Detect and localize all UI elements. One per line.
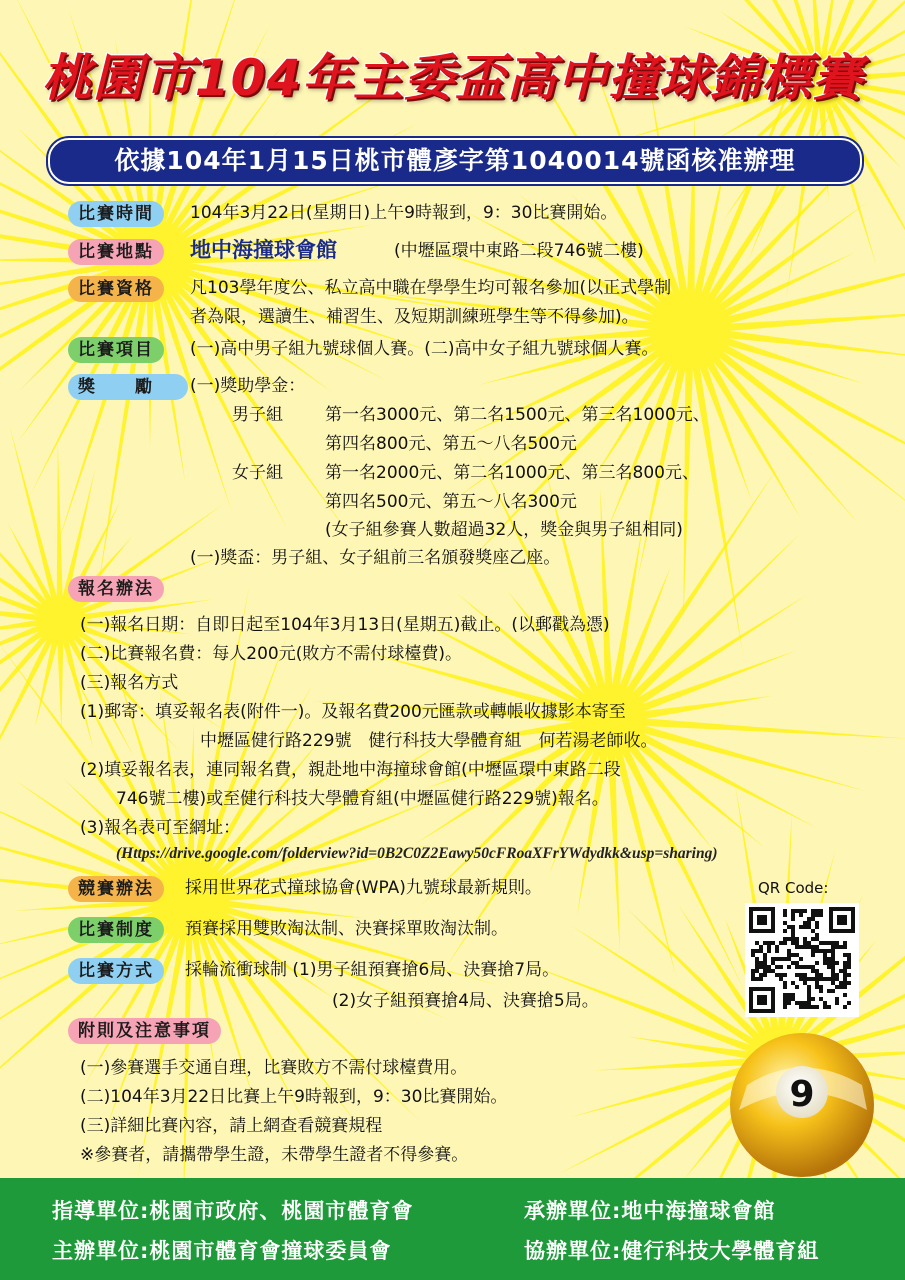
venue-address: (中壢區環中東路二段746號二樓): [394, 241, 644, 261]
eligibility-line-2: 者為限，選讀生、補習生、及短期訓練班學生等不得參加)。: [190, 307, 639, 327]
venue-name: 地中海撞球會館: [190, 238, 337, 262]
registration-fee: (二)比賽報名費：每人200元(敗方不需付球檯費)。: [80, 644, 462, 664]
format-line-2: (2)女子組預賽搶4局、決賽搶5局。: [332, 991, 599, 1011]
qr-code-image[interactable]: [745, 903, 859, 1017]
notes-label: 附則及注意事項: [68, 1018, 221, 1044]
awards-men-line-2: 第四名800元、第五～八名500元: [325, 434, 577, 454]
registration-mail-1: (1)郵寄：填妥報名表(附件一)。及報名費200元匯款或轉帳收據影本寄至: [80, 702, 626, 722]
venue-label: 比賽地點: [68, 239, 164, 265]
registration-method: (三)報名方式: [80, 673, 179, 693]
registration-online: (3)報名表可至網址：: [80, 818, 241, 838]
awards-men-label: 男子組: [232, 405, 283, 425]
ball-number: 9: [789, 1074, 815, 1115]
awards-women-line-2: 第四名500元、第五～八名300元: [325, 492, 577, 512]
footer-guide-unit: 指導單位:桃園市政府、桃園市體育會: [52, 1199, 414, 1223]
eligibility-label: 比賽資格: [68, 276, 164, 302]
registration-date: (一)報名日期：自即日起至104年3月13日(星期五)截止。(以郵戳為憑): [80, 615, 610, 635]
system-label: 比賽制度: [68, 917, 164, 943]
awards-women-note: (女子組參賽人數超過32人，獎金與男子組相同): [325, 520, 683, 540]
awards-label: 獎 勵: [68, 374, 188, 400]
notes-line-2: (二)104年3月22日比賽上午9時報到，9：30比賽開始。: [80, 1087, 508, 1107]
rules-label: 競賽辦法: [68, 876, 164, 902]
awards-men-line-1: 第一名3000元、第二名1500元、第三名1000元、: [325, 405, 710, 425]
awards-scholarship: (一)獎助學金：: [190, 376, 306, 396]
poster-title: 桃園市104年主委盃高中撞球錦標賽: [41, 49, 864, 107]
registration-inperson-2: 746號二樓)或至健行科技大學體育組(中壢區健行路229號)報名。: [116, 789, 609, 809]
approval-banner: 依據104年1月15日桃市體彥字第1040014號函核准辦理: [48, 138, 862, 184]
registration-label: 報名辦法: [68, 576, 164, 602]
footer-host-unit: 承辦單位:地中海撞球會館: [524, 1199, 776, 1223]
registration-url[interactable]: (Https://drive.google.com/folderview?id=0B2C0Z2Eawy50cFRoaXFrYWdydkk&usp=sharing): [116, 845, 718, 862]
system-text: 預賽採用雙敗淘汰制、決賽採單敗淘汰制。: [185, 919, 508, 939]
qr-code-label: QR Code:: [758, 879, 829, 897]
events-label: 比賽項目: [68, 337, 164, 363]
time-label: 比賽時間: [68, 201, 164, 227]
eligibility-line-1: 凡103學年度公、私立高中職在學學生均可報名參加(以正式學制: [190, 278, 672, 298]
registration-inperson-1: (2)填妥報名表，連同報名費，親赴地中海撞球會館(中壢區環中東路二段: [80, 760, 621, 780]
format-line-1: 採輪流衝球制 (1)男子組預賽搶6局、決賽搶7局。: [185, 960, 560, 980]
rules-text: 採用世界花式撞球協會(WPA)九號球最新規則。: [185, 878, 542, 898]
footer-co-unit: 協辦單位:健行科技大學體育組: [524, 1239, 820, 1263]
notes-line-1: (一)參賽選手交通自理，比賽敗方不需付球檯費用。: [80, 1058, 468, 1078]
nine-ball-icon: [727, 1030, 877, 1180]
registration-mail-2: 中壢區健行路229號 健行科技大學體育組 何若湯老師收。: [200, 731, 658, 751]
time-text: 104年3月22日(星期日)上午9時報到，9：30比賽開始。: [190, 203, 618, 223]
format-label: 比賽方式: [68, 958, 164, 984]
awards-trophy: (一)獎盃：男子組、女子組前三名頒發獎座乙座。: [190, 548, 561, 568]
notes-line-3: (三)詳細比賽內容，請上網查看競賽規程: [80, 1116, 383, 1136]
footer-organizer-unit: 主辦單位:桃園市體育會撞球委員會: [52, 1239, 392, 1263]
awards-women-line-1: 第一名2000元、第二名1000元、第三名800元、: [325, 463, 699, 483]
notes-line-4: ※參賽者，請攜帶學生證，未帶學生證者不得參賽。: [80, 1145, 469, 1165]
events-text: (一)高中男子組九號球個人賽。(二)高中女子組九號球個人賽。: [190, 339, 659, 359]
awards-women-label: 女子組: [232, 463, 283, 483]
